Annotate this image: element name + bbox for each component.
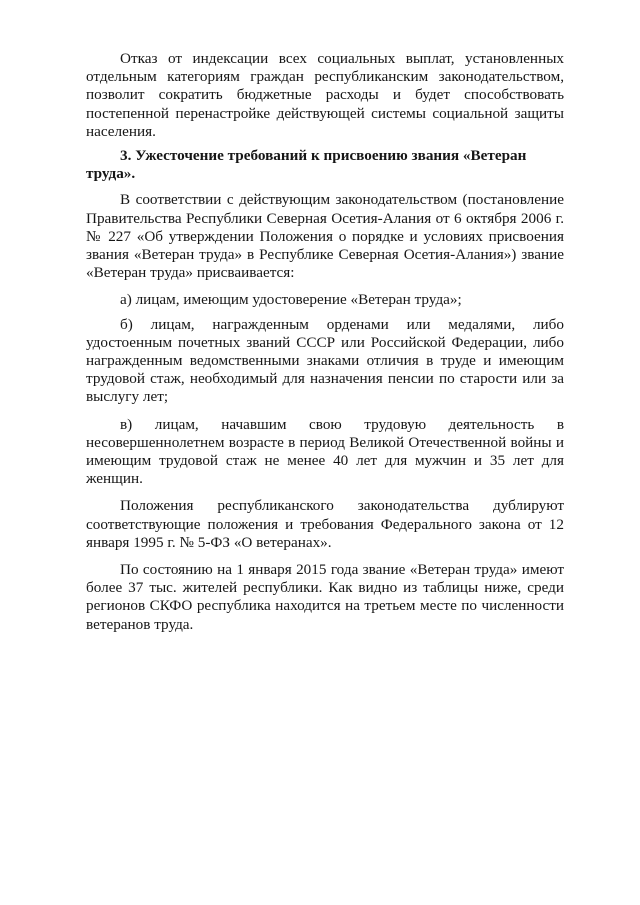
document-body — [86, 50, 564, 634]
list-item-b: б) лицам, награжденным орденами или медалями, либо удостоенным почетных званий СССР или Российской Федерации, либо награжденным ведомственными знаками отличия в труде и имеющим трудовой стаж, необходимый для назначения пенсии по старости или за выслугу лет; — [86, 315, 564, 406]
paragraph-statistics: По состоянию на 1 января 2015 года звание «Ветеран труда» имеют более 37 тыс. жителей республики. Как видно из таблицы ниже, среди регионов СКФО республика находится на третьем месте по численности ветеранов труда. — [86, 561, 564, 633]
section-heading: 3. Ужесточение требований к присвоению звания «Ветеран труда». — [86, 147, 527, 183]
paragraph-indexation-refusal: Отказ от индексации всех социальных выплат, установленных отдельным категориям граждан республиканским законодательством, позволит сократить бюджетные расходы и будет способствовать постепенной перенастройке действующей системы социальной защиты населения. — [86, 50, 564, 140]
paragraph-legislation: В соответствии с действующим законодательством (постановление Правительства Республики Северная Осетия-Алания от 6 октября 2006 г. № 227 «Об утверждении Положения о порядке и условиях присвоения звания «Ветеран труда» в Республике Северная Осетия-Алания») звание «Ветеран труда» присваивается: — [86, 191, 564, 282]
list-item-a: а) лицам, имеющим удостоверение «Ветеран труда»; — [120, 291, 462, 309]
list-item-c: в) лицам, начавшим свою трудовую деятельность в несовершеннолетнем возрасте в период Великой Отечественной войны и имеющим трудовой стаж не менее 40 лет для мужчин и 35 лет для женщин. — [86, 415, 564, 488]
paragraph-federal-law: Положения республиканского законодательства дублируют соответствующие положения и требования Федерального закона от 12 января 1995 г. № 5-ФЗ «О ветеранах». — [86, 497, 564, 551]
